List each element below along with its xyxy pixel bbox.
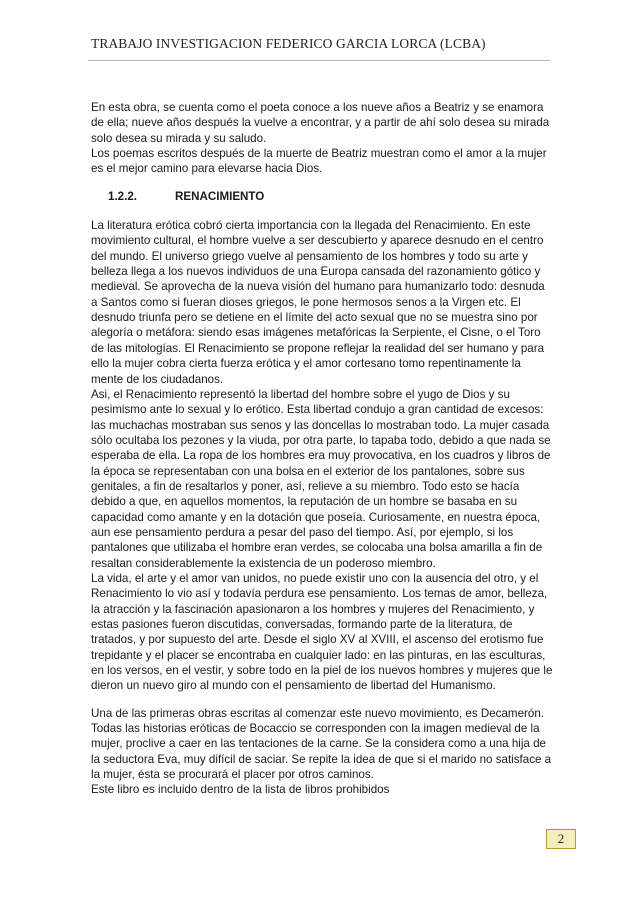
spacer [91, 204, 553, 218]
spacer [91, 694, 553, 706]
paragraph-4: Una de las primeras obras escritas al comenzar este nuevo movimiento, es Decamerón. [91, 706, 544, 720]
page-number-badge: 2 [546, 829, 576, 849]
section-heading [91, 189, 553, 204]
paragraph-1: La literatura erótica cobró cierta importancia con la llegada del Renacimiento. En este movimiento cultural, el hombre vuelve a ser descubierto y aparece desnudo en el centro del mundo. El universo griego vuelve al pensamiento de los hombres y todo su arte y belleza llega a los nuevos individuos de una Europa cansada del razonamiento gótico y medieval. Se aprovecha de la nueva visión del humano para humanizarlo todo: desnuda a Santos como si fueran dioses griegos, le pone hermosos senos a la Virgen etc. El desnudo triunfa pero se detiene en el límite del acto sexual que no se muestra sino por alegoría o metáfora: siendo esas imágenes metafóricas la Serpiente, el Cisne, o el Toro de las mitologías. El Renacimiento se propone reflejar la realidad del ser humano y para ello la mujer cobra cierta fuerza erótica y el amor cortesano tomo repentinamente la mente de los ciudadanos. [91, 219, 545, 386]
section-title: RENACIMIENTO [175, 189, 265, 203]
page-header-title: TRABAJO INVESTIGACION FEDERICO GARCIA LORCA (LCBA) [91, 36, 486, 51]
document-body [91, 100, 553, 798]
paragraph-3: La vida, el arte y el amor van unidos, no puede existir uno con la ausencia del otro, y el Renacimiento lo vio así y todavía perdura ese pensamiento. Los temas de amor, belleza, la atracción y la fascinación apasionaron a los hombres y mujeres del Renacimiento, y estas pasiones fueron discutidas, conversadas, formando parte de la literatura, de tratados, y por supuesto del arte. Desde el siglo XV al XVIII, el ascenso del erotismo fue trepidante y el placer se encontraba en cualquier lado: en las pinturas, en las esculturas, en los versos, en el vestir, y sobre todo en la piel de los nuevos hombres y mujeres que le dieron un nuevo giro al mundo con el pensamiento de libertad del Humanismo. [91, 571, 553, 693]
spacer [91, 177, 553, 189]
paragraph-2: Asi, el Renacimiento representó la libertad del hombre sobre el yugo de Dios y su pesimismo ante lo sexual y lo erótico. Esta libertad condujo a gran cantidad de excesos: las muchachas mostraban sus senos y las doncellas lo mostraban todo. La mujer casada sólo ocultaba los pezones y la viuda, por otra parte, lo tapaba todo, debido a que nada se esperaba de ella. La ropa de los hombres era muy provocativa, en los cuadros y libros de la época se representaban con una bolsa en el exterior de los pantalones, sobre sus genitales, a fin de resaltarlos y poner, así, relieve a su miembro. Todo esto se hacía debido a que, en aquellos momentos, la reputación de un hombre se basaba en su capacidad como amante y en la dotación que poseía. Curiosamente, en nuestra época, aun ese pensamiento perdura a pesar del paso del tiempo. Así, por ejemplo, si los pantalones que utilizaba el hombre eran verdes, se colocaba una bolsa amarilla a fin de resaltan considerablemente la existencia de un poderoso miembro. [91, 387, 551, 570]
header-divider [88, 60, 550, 61]
paragraph-5: Todas las historias eróticas de Bocaccio se corresponden con la imagen medieval de la mujer, proclive a caer en las tentaciones de la carne. Se la considera como a una hija de la seductora Eva, muy difícil de saciar. Se repite la idea de que si el marido no satisface a la mujer, ésta se procurará el placer por otros caminos. [91, 722, 552, 782]
section-number: 1.2.2. [108, 189, 138, 203]
paragraph-6: Este libro es incluido dentro de la lista de libros prohibidos [91, 783, 390, 797]
intro-paragraph-2: Los poemas escritos después de la muerte de Beatriz muestran como el amor a la mujer es el mejor camino para elevarse hacia Dios. [91, 147, 547, 176]
intro-paragraph-1: En esta obra, se cuenta como el poeta conoce a los nueve años a Beatriz y se enamora de ella; nueve años después la vuelve a encontrar, y a partir de ahí solo desea su mirada solo desea su mirada y su saludo. [91, 101, 550, 145]
